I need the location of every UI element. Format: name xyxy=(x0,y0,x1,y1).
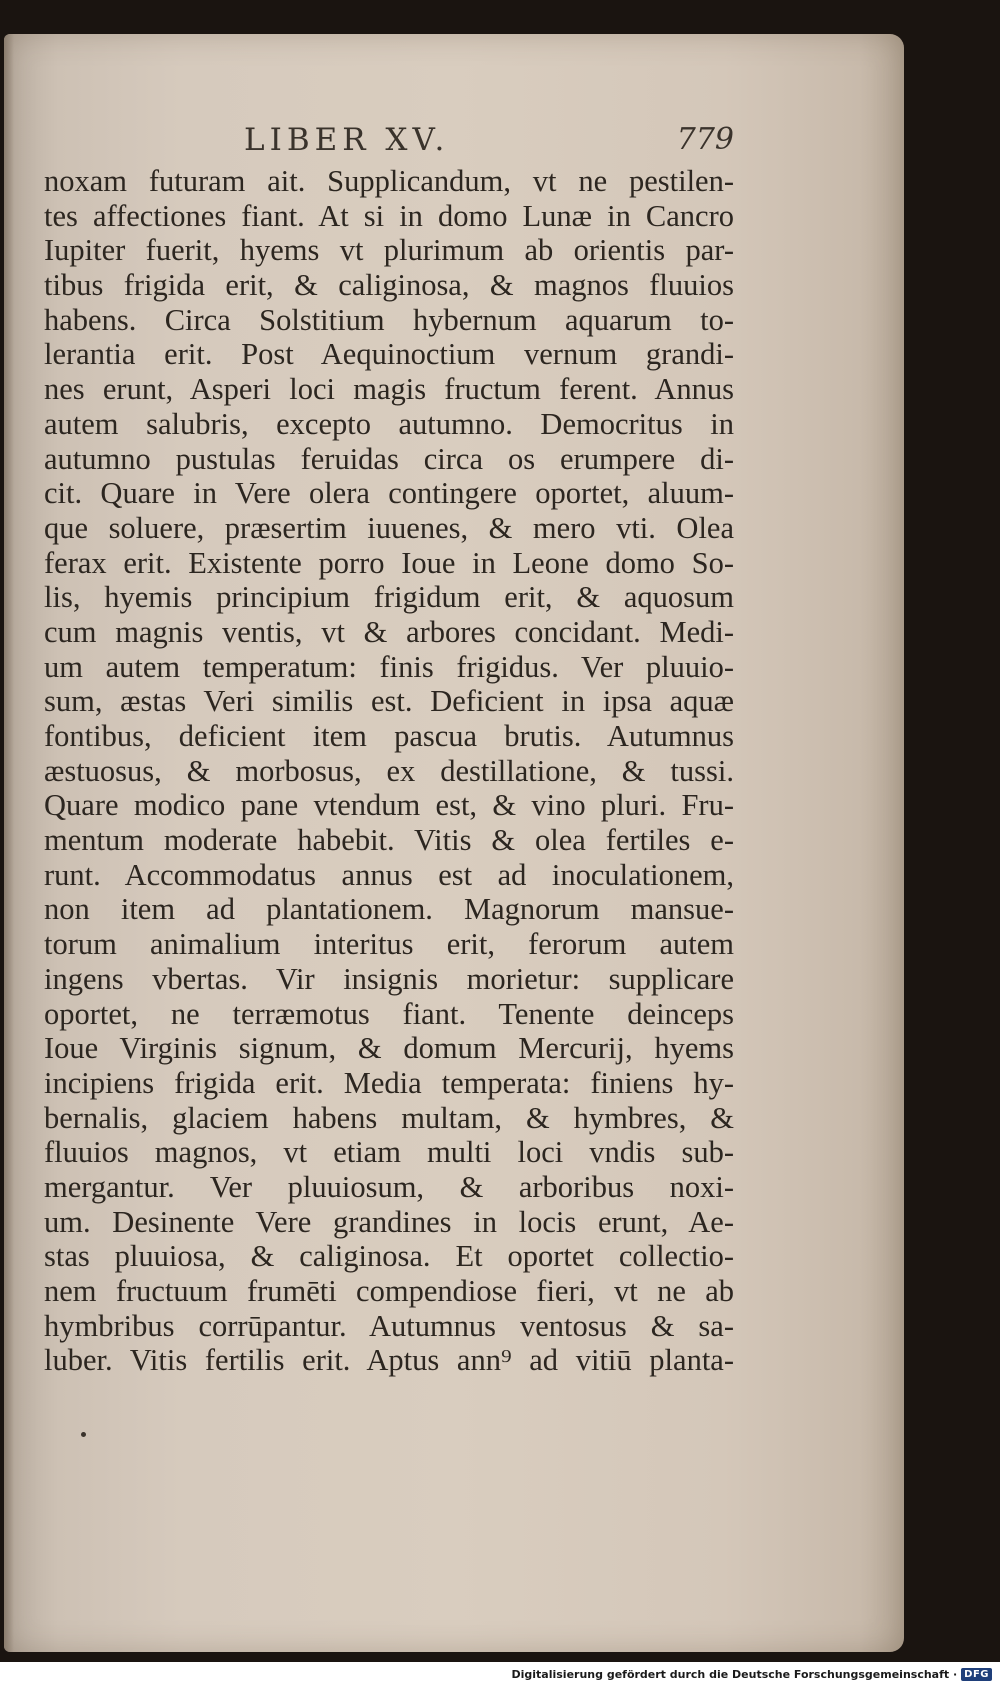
text-line: mergantur. Ver pluuiosum, & arboribus noxi- xyxy=(44,1169,734,1204)
text-line: nem fructuum frumēti compendiose fieri, vt ne ab xyxy=(44,1274,734,1308)
text-line: autumno pustulas feruidas circa os erumpere di- xyxy=(44,441,734,476)
text-line: um. Desinente Vere grandines in locis erunt, Ae- xyxy=(44,1204,734,1239)
text-line: Iupiter fuerit, hyems vt plurimum ab orientis par- xyxy=(44,233,734,268)
text-line: stas pluuiosa, & caliginosa. Et oportet collectio- xyxy=(44,1239,734,1274)
text-line: Ioue Virginis signum, & domum Mercurij, hyems xyxy=(44,1031,734,1066)
footer-credit-text: Digitalisierung gefördert durch die Deutsche Forschungsgemeinschaft · xyxy=(511,1667,958,1681)
running-head-title: LIBER XV. xyxy=(244,122,450,158)
text-line: que soluere, præsertim iuuenes, & mero vti. Olea xyxy=(44,510,734,545)
text-line: autem salubris, excepto autumno. Democritus in xyxy=(44,406,734,441)
text-line: um autem temperatum: finis frigidus. Ver pluuio- xyxy=(44,649,734,684)
footer-credit xyxy=(511,1665,992,1683)
page-binding-shadow xyxy=(4,34,14,1652)
text-line: Quare modico pane vtendum est, & vino pluri. Fru- xyxy=(44,788,734,823)
text-line: ingens vbertas. Vir insignis morietur: supplicare xyxy=(44,961,734,996)
text-line: mentum moderate habebit. Vitis & olea fertiles e- xyxy=(44,823,734,858)
text-line: noxam futuram ait. Supplicandum, vt ne pestilen- xyxy=(44,164,734,198)
text-line: lerantia erit. Post Aequinoctium vernum grandi- xyxy=(44,337,734,372)
text-line: tibus frigida erit, & caliginosa, & magnos fluuios xyxy=(44,268,734,303)
text-line: sum, æstas Veri similis est. Deficient in ipsa aquæ xyxy=(44,684,734,719)
page-number: 779 xyxy=(676,122,734,157)
text-line: luber. Vitis fertilis erit. Aptus ann⁹ ad vitiū planta- xyxy=(44,1343,734,1378)
text-line: non item ad plantationem. Magnorum mansue- xyxy=(44,892,734,927)
text-line: fluuios magnos, vt etiam multi loci vndis sub- xyxy=(44,1135,734,1170)
text-line: tes affectiones fiant. At si in domo Lunæ in Cancro xyxy=(44,198,734,233)
running-head xyxy=(44,122,734,162)
text-line: cum magnis ventis, vt & arbores concidant. Medi- xyxy=(44,614,734,649)
body-text xyxy=(44,164,734,1378)
text-line: torum animalium interitus erit, ferorum autem xyxy=(44,927,734,962)
text-line: bernalis, glaciem habens multam, & hymbres, & xyxy=(44,1100,734,1135)
book-page xyxy=(4,34,904,1652)
text-line: lis, hyemis principium frigidum erit, & aquosum xyxy=(44,580,734,615)
text-line: oportet, ne terræmotus fiant. Tenente deinceps xyxy=(44,996,734,1031)
text-line: habens. Circa Solstitium hybernum aquarum to- xyxy=(44,302,734,337)
dfg-logo: DFG xyxy=(961,1668,992,1681)
printer-mark xyxy=(81,1432,86,1437)
text-line: incipiens frigida erit. Media temperata: finiens hy- xyxy=(44,1065,734,1100)
text-line: hymbribus corrūpantur. Autumnus ventosus & sa- xyxy=(44,1308,734,1343)
text-line: æstuosus, & morbosus, ex destillatione, & tussi. xyxy=(44,753,734,788)
text-line: cit. Quare in Vere olera contingere oportet, aluum- xyxy=(44,476,734,511)
text-line: nes erunt, Asperi loci magis fructum ferent. Annus xyxy=(44,372,734,407)
text-line: fontibus, deficient item pascua brutis. Autumnus xyxy=(44,719,734,753)
text-line: ferax erit. Existente porro Ioue in Leone domo So- xyxy=(44,545,734,580)
text-line: runt. Accommodatus annus est ad inoculationem, xyxy=(44,857,734,892)
